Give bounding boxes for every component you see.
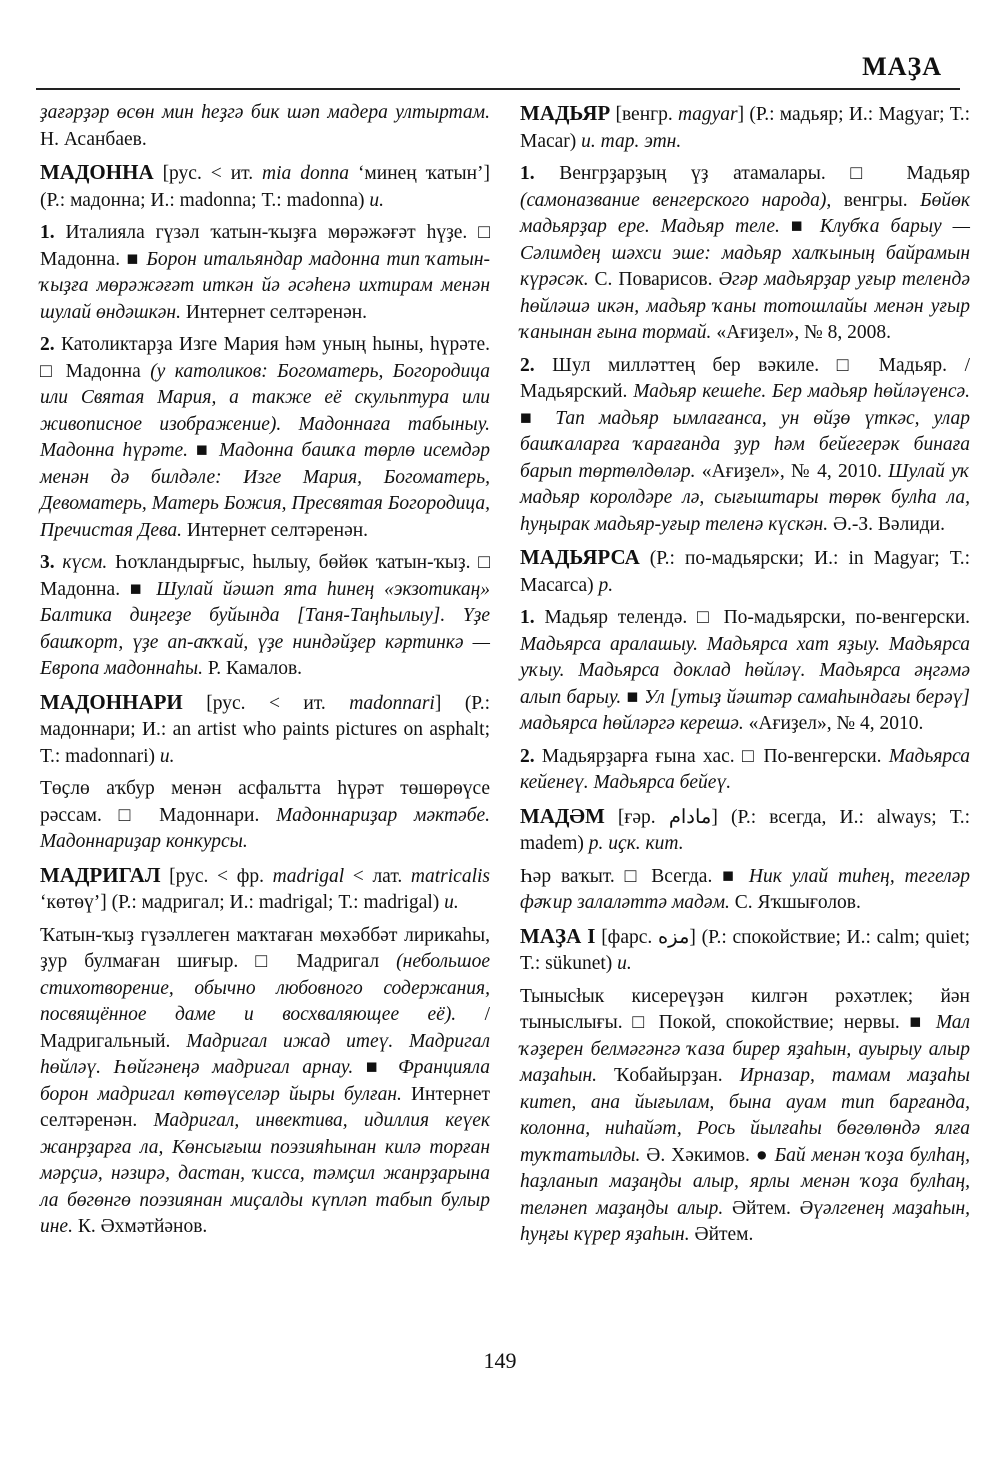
etymology-source-word: magyar — [678, 104, 738, 125]
definition: Мадьярҙарға ғына хас. — [541, 745, 735, 767]
russian-equivalent: Мадьяр — [906, 163, 971, 184]
proverb-source: Әйтем. — [694, 1224, 754, 1245]
sense-number: 1. — [520, 163, 535, 184]
definition: Италияла гүзәл ҡатын-ҡыҙға мөрәжәғәт һүҙе. — [65, 222, 468, 243]
box-marker-icon — [837, 355, 861, 376]
square-marker-icon — [196, 440, 211, 461]
part-of-speech: и. тар. этн. — [581, 130, 682, 152]
entry-maza — [520, 923, 970, 1249]
example-source: Интернет селтәренән. — [40, 1083, 491, 1131]
etymology-translations: ] (Р.: спокойствие; И.: calm; quiet; Т.: sükunet) — [520, 926, 971, 974]
example: Клубҡа барыу — Сәлимдең шәхси эше: мадьяр халҡының байрамын күрәсәк. — [520, 216, 971, 290]
sense-3 — [40, 550, 490, 683]
example: Мадонна башҡа төрлө исемдәр менән дә билдәле: Изге Мария, Богоматерь, Девоматерь, Матерь Божия, Пресвятая Богородица, Пречистая Дева. — [40, 440, 491, 541]
definition: Шул милләттең бер вәкиле. — [552, 354, 820, 376]
entry-madonnari-head — [40, 689, 490, 771]
etymology-link: < лат. — [352, 865, 403, 887]
usage-label: күсм. — [62, 552, 108, 573]
example-source: К. Әхмәтйәнов. — [77, 1216, 208, 1237]
etymology-translations: ] (Р.: мадоннари; И.: an artist who paints pictures on asphalt; Т.: madonnari) — [40, 692, 491, 767]
definition: Мадьяр телендә. — [544, 607, 688, 628]
definition: Тынысłык кисереүҙән килгән рәхәтлек; йән тыныслығы. — [520, 985, 970, 1033]
etymology: [рус. < ит. — [162, 163, 254, 184]
continued-entry — [40, 100, 490, 153]
phrases: Бөйөк мадьярҙар ере. Мадьяр теле. — [520, 189, 970, 237]
right-column — [520, 100, 970, 1255]
russian-equivalent: Всегда. — [651, 865, 713, 887]
etymology-translations: (Р.: по-мадьярски; И.: in Magyar; Т.: Macarca) — [520, 548, 971, 596]
sense-1 — [40, 220, 490, 326]
box-marker-icon — [478, 222, 490, 243]
russian-equivalent: Мадригал — [296, 951, 380, 972]
entry-madonnari — [40, 689, 490, 856]
entry-madrigal-head — [40, 862, 490, 917]
russian-equivalent-2: венгры. — [843, 189, 908, 211]
example-source: Интернет селтәренән. — [185, 301, 368, 323]
proverb: Бай менән ҡоҙа булһаң, һаҙланып маҙаңды алыр, ярлы менән ҡоҙа булһаң, теләнеп маҙаңды алыр. — [520, 1144, 971, 1219]
example: Әгәр мадьярҙар уғыр телендә һөйләшә икән, мадьяр ҡаны тотошлайы менән уғыр ҡанынан ғына тормай. — [520, 269, 970, 343]
sense-number: 2. — [520, 354, 535, 376]
etymology: [венгр. — [615, 104, 673, 125]
example-source: Ҡобайырҙан. — [614, 1065, 723, 1086]
definition: Һоҡландырғыс, һылыу, бөйөк ҡатын-ҡыҙ. — [114, 552, 471, 573]
etymology: [ғәр. — [617, 806, 656, 828]
etymology-source-word: madonnari — [349, 692, 435, 714]
example: Ул [утыҙ йәштәр самаһындағы берәү] мадьярса һөйләргә керешә. — [520, 686, 971, 734]
part-of-speech: и. — [617, 953, 632, 974]
phrases: Мадригал ижад итеү. Мадригал һөйләү. Һөйгәнеңә мадригал арнау. — [40, 1030, 490, 1078]
part-of-speech: и. — [369, 189, 385, 211]
russian-note: (самоназвание венгерского народа), — [520, 189, 832, 211]
part-of-speech: р. иҫк. кит. — [588, 833, 684, 854]
example: Мал ҡәҙерен белмәгәнгә ҡаза бирер яҙаһын, ауырыу алыр маҙаһын. — [520, 1012, 971, 1086]
bullet-marker-icon — [756, 1145, 769, 1166]
box-marker-icon — [697, 607, 714, 628]
phrases: Мадоннариҙар мәктәбе. Мадоннариҙар конкурсы. — [40, 804, 491, 852]
sense-number: 1. — [520, 607, 535, 628]
box-marker-icon — [632, 1012, 649, 1033]
phrases: Мадьярса аралашыу. Мадьярса хат яҙыу. Мадьярса уҡыу. Мадьярса доклад һөйләү. Мадьярса әңгәмә алып барыу. — [520, 633, 970, 708]
headword: МАДОННА — [40, 160, 154, 184]
example-source: «Ағиҙел», № 4, 2010. — [748, 713, 924, 734]
continued-example: ҙағәрҙәр өсөн мин һеҙгә бик шәп мадера ултыртам. — [40, 102, 490, 123]
example: Шулай уҡ мадьяр королдәре лә, сығыштары төрөк булһа ла, һуңырак мадьяр-уғыр теленә күскән. — [520, 460, 970, 535]
example-source: «Ағиҙел», № 4, 2010. — [701, 460, 882, 482]
part-of-speech: и. — [159, 745, 175, 767]
phrases: Мадоннаға табыныу. Мадонна һүрәте. — [40, 413, 491, 461]
sense — [40, 776, 490, 856]
etymology-source-word: mia donna — [262, 163, 349, 184]
entry-madem — [520, 803, 970, 917]
box-marker-icon — [850, 163, 882, 184]
etymology: [рус. < фр. — [169, 865, 264, 887]
example: Ник улай тиһең, тегеләр фәҡир залаләттә мадәм. — [520, 865, 971, 913]
square-marker-icon — [722, 866, 739, 887]
example-source: С. Поварисов. — [594, 269, 713, 290]
russian-equivalent: По-мадьярски, по-венгерски. — [723, 607, 970, 628]
russian-note: (небольшое стихотворение, обычно любовного содержания, посвящённое даме и восхваляющее её). — [40, 951, 491, 1025]
phrases: Мадьярса кейенеү. Мадьярса бейеү. — [520, 745, 971, 793]
square-marker-icon — [791, 216, 809, 237]
part-of-speech: р. — [598, 574, 614, 596]
example: Тап мадьяр ымлағанса, ун өйҙө үткәс, улар башҡаларға ҡарағанда ҙур һәм бейегерәк бинаға барып төртөлдөләр. — [520, 407, 971, 482]
phrases: Мадьяр кешеһе. Бер мадьяр һөйләүенсә. — [633, 381, 970, 402]
proverb: Әүәлгенең маҙаһын, һуңғы күрер яҙаһын. — [520, 1197, 971, 1245]
entry-madyarsa — [520, 544, 970, 797]
russian-note: (у католиков: Богоматерь, Богородица или Святая Мария, а также её скульптура или живописное изображение). — [40, 360, 490, 435]
example: Борон итальяндар мадонна тип ҡатын-ҡыҙға мөрәжәғәт иткән йә әсәһенә ихтирам менән шулай өндәшкән. — [40, 248, 491, 323]
russian-equivalent: Мадоннари. — [159, 804, 260, 826]
sense-number: 1. — [40, 222, 55, 243]
example-source: Интернет селтәренән. — [186, 519, 369, 541]
sense — [40, 923, 490, 1241]
left-column — [40, 100, 490, 1247]
box-marker-icon — [119, 805, 143, 826]
example: Мадригал, инвектива, идиллия кеүек жанрҙарға ла, Көнсығыш поэзияһынан килә торған мәрҫиә, нәзирә, дастан, ҡисса, тәмҫил жанрҙарына ла бөгөнгө поэзиянан миҫалды күпләп табып булыр ине. — [40, 1110, 491, 1237]
continued-source: Н. Асанбаев. — [40, 128, 147, 150]
header-rule — [36, 88, 960, 90]
etymology-source-word: madrigal — [272, 865, 345, 887]
etymology: [фарс. — [601, 926, 653, 948]
russian-equivalent: Мадонна. — [40, 578, 121, 600]
sense — [520, 864, 970, 917]
square-marker-icon — [910, 1012, 927, 1033]
etymology-persian-word: مزه — [657, 926, 690, 948]
box-marker-icon — [625, 866, 642, 887]
entry-madyar-head — [520, 100, 970, 155]
example: Шулай йәшәп ята һинең «экзотикаң» Балтика диңгеҙе буйында [Таня-Таңһылыу]. Үҙе башҡорт, үҙе ап-аҡҡай, үҙе ниндәйҙер кәртинкә — Европа мадоннаһы. — [40, 578, 491, 679]
russian-equivalent: Мадонна — [65, 360, 141, 382]
headword: МАДЬЯР — [520, 101, 611, 125]
definition: Төҫлө аҡбур менән асфальтта һүрәт төшөрөүсе рәссам. — [40, 778, 490, 826]
sense-2 — [520, 744, 970, 797]
box-marker-icon — [478, 552, 490, 573]
etymology-latin-word: matricalis — [410, 865, 491, 887]
entry-madonna-head — [40, 159, 490, 214]
russian-equivalent: Мадьяр. / Мадьярский. — [520, 354, 971, 402]
definition: Католиктарҙа Изге Мария һәм уның һыны, һүрәте. — [61, 334, 490, 355]
headword: МАДОННАРИ — [40, 689, 183, 714]
square-marker-icon — [130, 579, 147, 600]
russian-adjective: / Мадригальный. — [40, 1004, 490, 1052]
sense-1 — [520, 161, 970, 347]
entry-madyarsa-head — [520, 544, 970, 599]
example: Ирназар, тамам маҙаһы китеп, ана йығылам, бына ауам тип барғанда, колонна, ниһайәт, Рось йылғаһы бөгөлөндә ялға туҡтатылды. — [520, 1065, 970, 1166]
entry-maza-head — [520, 923, 970, 978]
square-marker-icon — [520, 408, 541, 429]
example-source: Р. Камалов. — [207, 658, 303, 679]
example-source: Ә.-З. Вәлиди. — [832, 513, 945, 535]
example-source: С. Яҡшығолов. — [734, 892, 861, 913]
etymology-translations: ‘көтөү’] (Р.: мадригал; И.: madrigal; Т.: madrigal) — [40, 892, 440, 913]
square-marker-icon — [366, 1057, 386, 1078]
etymology-arabic-word: مادام — [668, 806, 712, 828]
etymology-translations: ‘минең ҡатын’] (Р.: мадонна; И.: madonna; Т.: madonna) — [40, 163, 491, 211]
sense-number: 3. — [40, 552, 55, 573]
entry-madyar — [520, 100, 970, 538]
box-marker-icon — [40, 361, 56, 382]
square-marker-icon — [627, 687, 639, 708]
sense-1 — [520, 605, 970, 738]
headword: МАҘА I — [520, 923, 596, 948]
definition: Ҡатын-ҡыҙ гүзәллеген маҡтаған мөхәббәт лирикаһы, ҙур булмаған шиғыр. — [40, 924, 490, 972]
entry-madrigal — [40, 862, 490, 1241]
russian-equivalent: По-венгерски. — [763, 745, 882, 767]
page-number: 149 — [483, 1348, 517, 1373]
box-marker-icon — [742, 746, 756, 767]
etymology: [рус. < ит. — [206, 692, 326, 714]
sense-2 — [520, 353, 970, 539]
example: Францияла борон мадригал көтөүселәр йыры булған. — [40, 1057, 491, 1105]
example-source: Ә. Хәкимов. — [646, 1144, 750, 1166]
definition: Һәр ваҡыт. — [520, 865, 615, 887]
sense-number: 2. — [40, 334, 55, 355]
sense-number: 2. — [520, 745, 535, 767]
running-head: МАҘА — [862, 52, 942, 81]
headword: МАДЬЯРСА — [520, 545, 640, 569]
part-of-speech: и. — [444, 892, 459, 913]
etymology-translations: ] (Р.: мадьяр; И.: Magyar; Т.: Macar) — [520, 104, 970, 152]
russian-equivalent: Мадонна. — [40, 248, 121, 270]
etymology-translations: ] (Р.: всегда, И.: always; Т.: madem) — [520, 806, 970, 854]
proverb-source: Әйтем. — [731, 1197, 791, 1219]
sense-2 — [40, 332, 490, 544]
example-source: «Ағиҙел», № 8, 2008. — [716, 322, 892, 343]
headword: МАДРИГАЛ — [40, 862, 161, 887]
definition: Венгрҙарҙың үҙ атамалары. — [559, 163, 826, 184]
sense — [520, 984, 970, 1249]
headword: МАДӘМ — [520, 803, 605, 828]
box-marker-icon — [255, 951, 279, 972]
russian-equivalent: Покой, спокойствие; нервы. — [658, 1012, 900, 1033]
entry-madem-head — [520, 803, 970, 858]
entry-madonna — [40, 159, 490, 683]
square-marker-icon — [127, 249, 140, 270]
